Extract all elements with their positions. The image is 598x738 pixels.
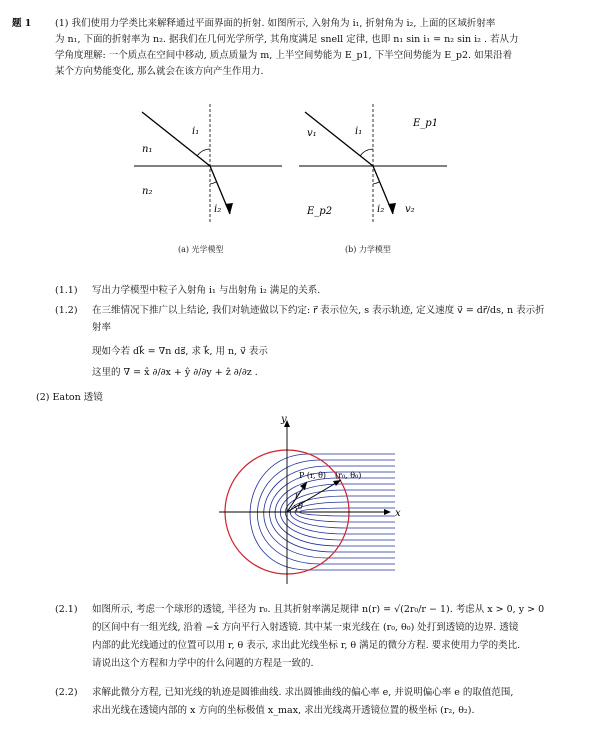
q21-line-1: 如图所示, 考虑一个球形的透镜, 半径为 r₀. 且其折射率满足规律 n(r) = √(2r₀/r − 1). 考虑从 x > 0, y > 0 (92, 604, 545, 615)
label-v2: v₂ (405, 204, 415, 215)
problem-label: 题 1 (12, 18, 32, 29)
q12-line-1: 在三维情况下推广以上结论, 我们对轨迹做以下约定: r⃗ 表示位矢, s 表示轨迹, 定义速度 v⃗ = dr⃗/ds, n 表示折 (92, 305, 545, 316)
q12-line-4: 这里的 ∇ = x̂ ∂/∂x + ŷ ∂/∂y + ẑ ∂/∂z . (92, 367, 258, 378)
q21-line-2: 的区间中有一组光线, 沿着 −x̂ 方向平行入射透镜. 其中某一束光线在 (r₀, θ₀) 处打到透镜的边界. 透镜 (92, 622, 519, 633)
angle-arc-i1 (197, 149, 210, 156)
q21-line-3: 内部的此光线通过的位置可以用 r, θ 表示, 求出此光线坐标 r, θ 满足的微分方程. 要求使用力学的类比. (92, 640, 521, 651)
point-0-label: (r₀, θ₀) (335, 471, 362, 480)
label-v1: v₁ (307, 128, 317, 139)
caption-b: (b) 力学模型 (345, 245, 391, 254)
caption-a: (a) 光学模型 (178, 245, 224, 254)
q12-line-3: 现如今若 dk⃗ = ∇n ds⃗, 求 k⃗, 用 n, v⃗ 表示 (92, 346, 268, 357)
label-theta: θ (298, 502, 303, 511)
incident-ray (142, 112, 210, 166)
label-n2: n₂ (142, 186, 153, 197)
q22-line-2: 求出光线在透镜内部的 x 方向的坐标极值 x_max, 求出光线离开透镜位置的极坐标 (r₂, θ₂). (92, 705, 475, 716)
figure-eaton-lens (205, 412, 410, 592)
q21-number: (2.1) (55, 604, 78, 615)
q22-line-1: 求解此微分方程, 已知光线的轨迹是圆锥曲线. 求出圆锥曲线的偏心率 e, 并说明偏心率 e 的取值范围, (92, 687, 514, 698)
figure-mechanical-model (295, 100, 455, 230)
q12-number: (1.2) (55, 305, 78, 316)
intro-line-1: (1) 我们使用力学类比来解释通过平面界面的折射. 如图所示, 入射角为 i₁, 折射角为 i₂, 上面的区域折射率 (55, 18, 496, 29)
part2-title: (2) Eaton 透镜 (36, 392, 103, 403)
incident-path (305, 112, 373, 166)
angle-arc-i2 (373, 182, 379, 184)
q12-line-2: 射率 (92, 322, 112, 333)
figure-optical-model (130, 100, 290, 230)
axis-x-label: x (395, 508, 401, 519)
intro-line-2: 为 n₁, 下面的折射率为 n₂. 据我们在几何光学所学, 其角度满足 snell 定律, 也即 n₁ sin i₁ = n₂ sin i₂ . 若从力 (55, 34, 519, 45)
angle-arc-i1 (360, 149, 373, 156)
q11-number: (1.1) (55, 285, 78, 296)
intro-line-3: 学角度理解: 一个质点在空间中移动, 质点质量为 m, 上半空间势能为 E_p1, 下半空间势能为 E_p2. 如果沿着 (55, 50, 513, 61)
label-i2: i₂ (214, 204, 222, 215)
angle-arc-i2 (210, 182, 216, 184)
axis-y-label: y (281, 414, 287, 425)
r0-arrow-icon (333, 480, 341, 486)
x-axis-arrow-icon (384, 509, 391, 515)
label-ep1: E_p1 (413, 118, 439, 129)
label-i1: i₁ (355, 126, 363, 137)
point-p-label: P (r, θ) (299, 471, 327, 480)
label-r: r (295, 491, 299, 500)
q21-line-4: 请说出这个方程和力学中的什么问题的方程是一致的. (92, 658, 314, 669)
label-n1: n₁ (142, 144, 153, 155)
label-i1: i₁ (192, 126, 200, 137)
intro-line-4: 某个方向势能变化, 那么就会在该方向产生作用力. (55, 66, 264, 77)
label-i2: i₂ (377, 204, 385, 215)
label-ep2: E_p2 (307, 206, 333, 217)
q22-number: (2.2) (55, 687, 78, 698)
q11-text: 写出力学模型中粒子入射角 i₁ 与出射角 i₂ 满足的关系. (92, 285, 321, 296)
